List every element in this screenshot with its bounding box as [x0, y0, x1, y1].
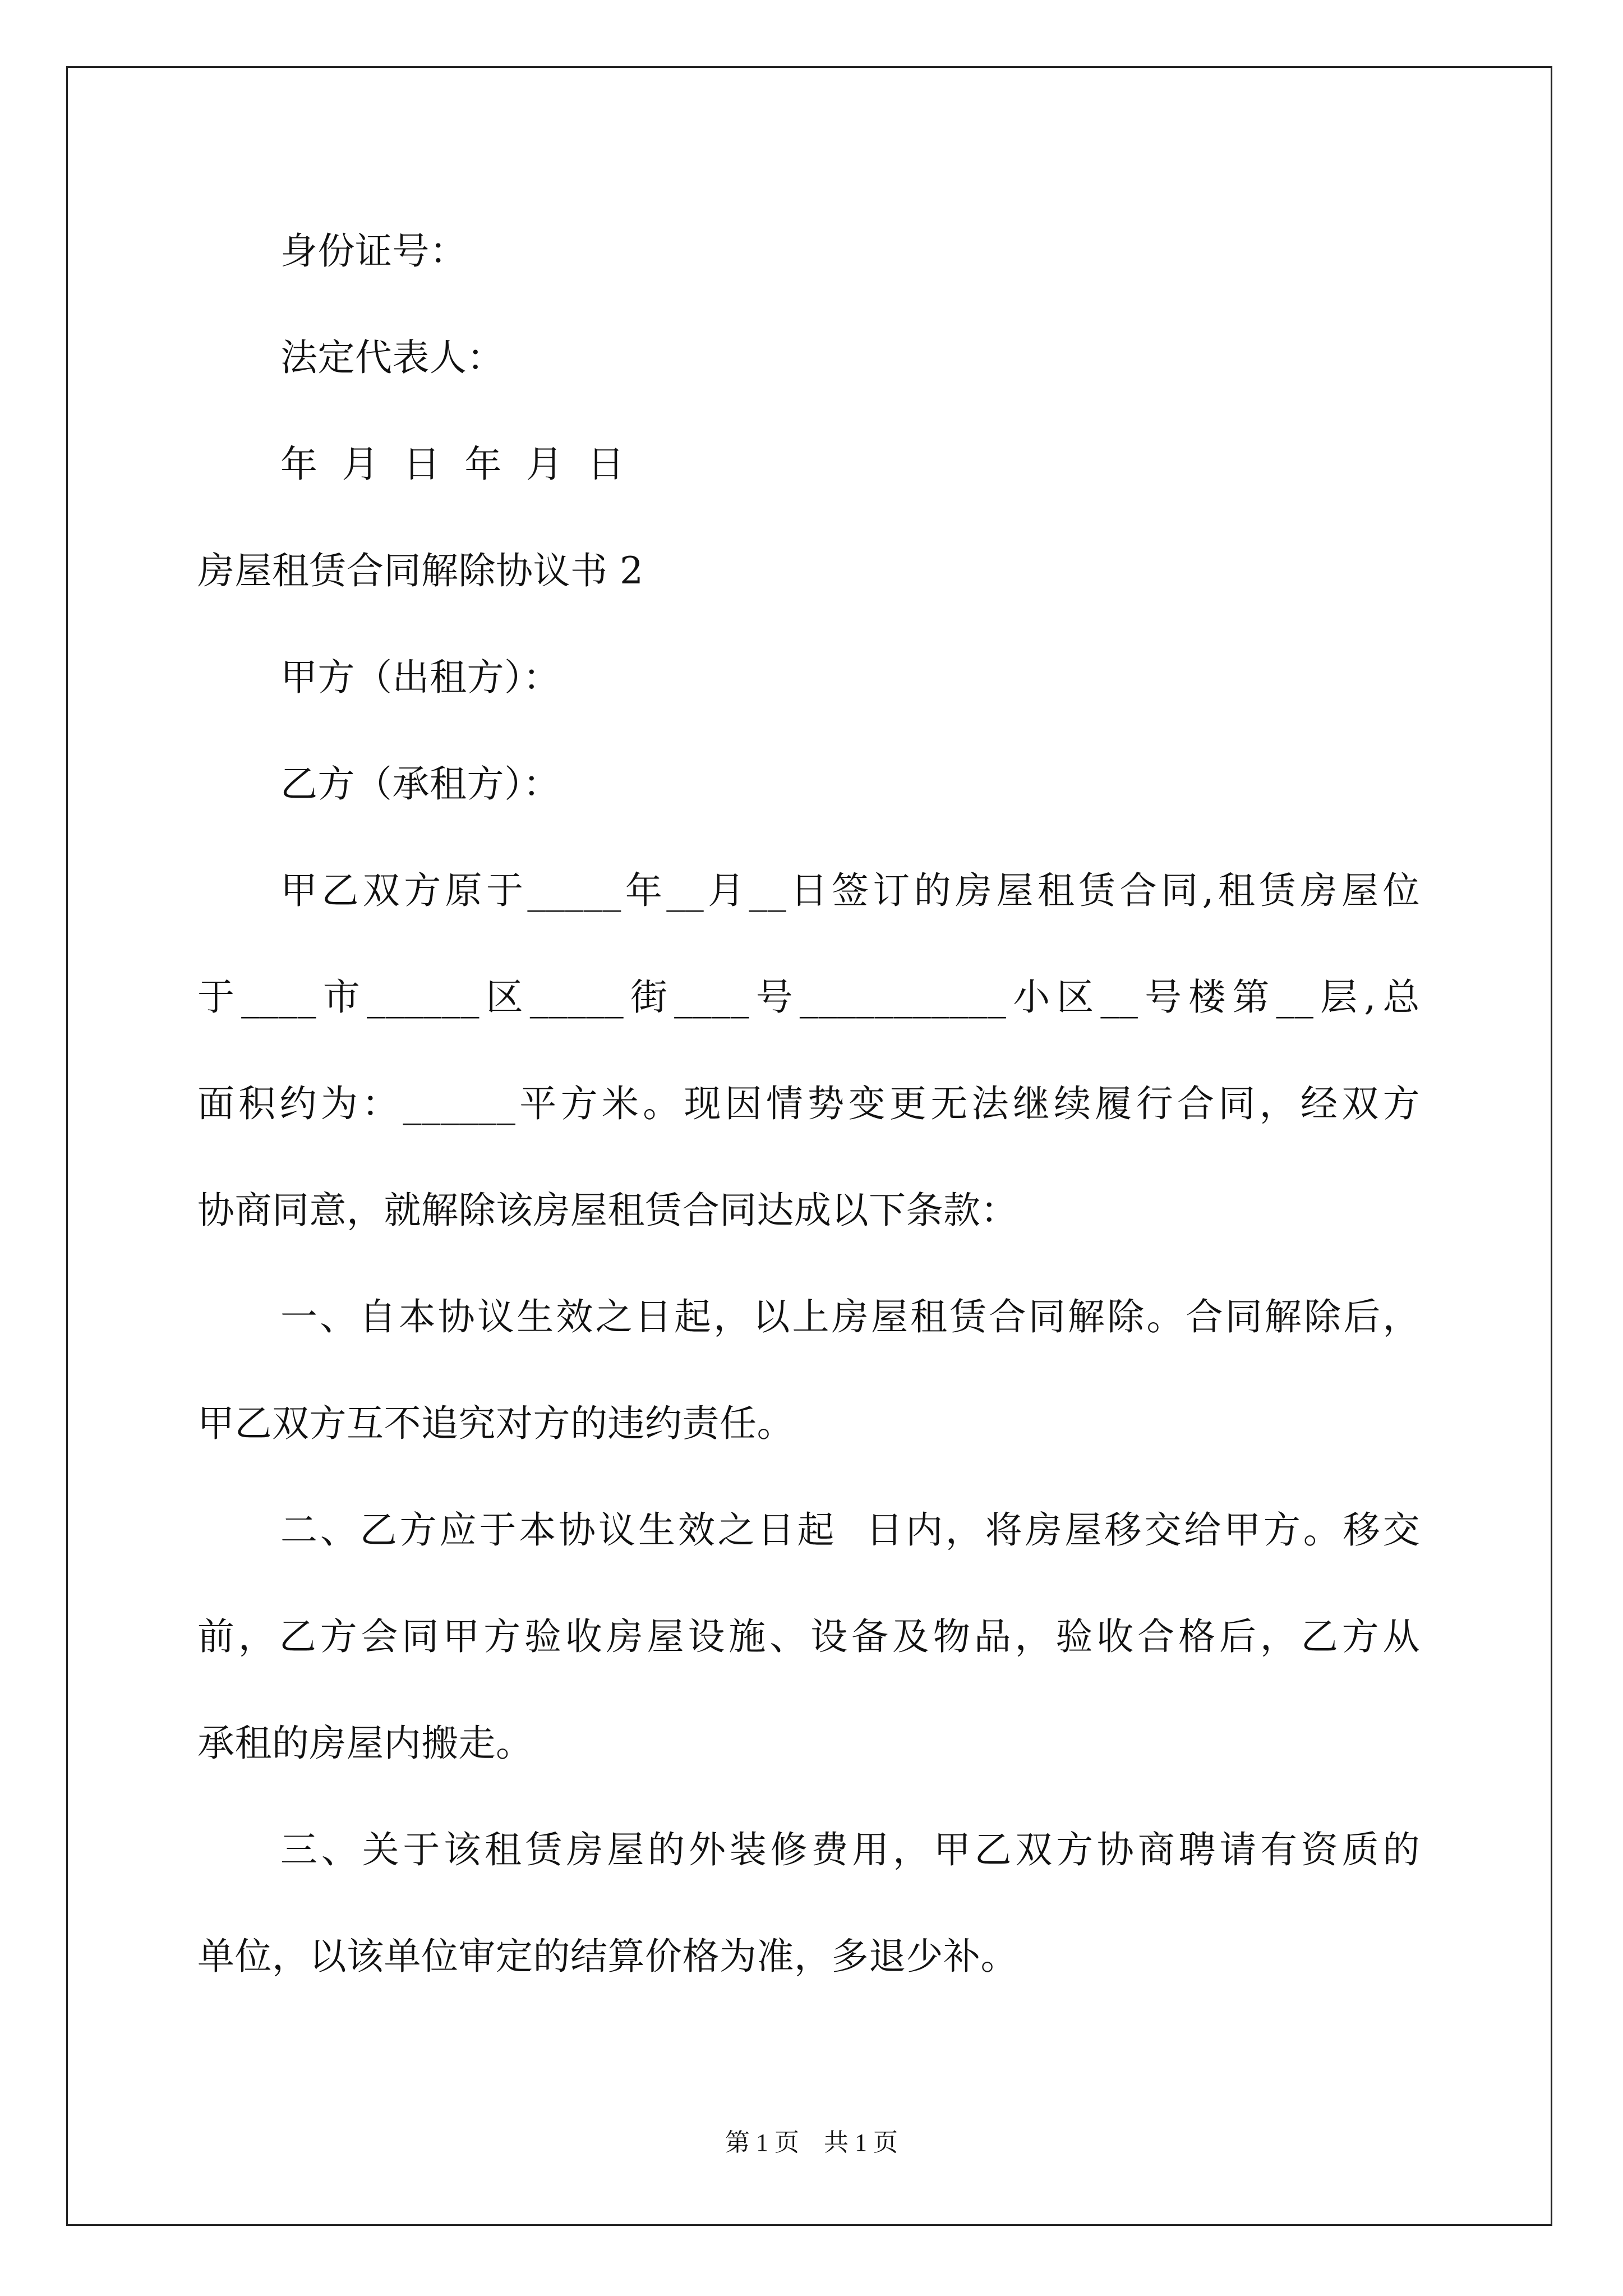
clause-3-text: 单位，以该单位审定的结算价格为准，多退少补。 — [197, 1935, 1018, 1978]
clause-2-text: 承租的房屋内搬走。 — [197, 1722, 533, 1765]
paragraph-text: 于____市______区_____街____号___________小区__号楼第__层,总 — [197, 976, 1420, 1019]
party-a-label: 甲方（出租方）： — [280, 656, 560, 699]
page-footer: 第 1 页 共 1 页 — [725, 2129, 898, 2156]
date-line: 年 月 日 年 月 日 — [280, 443, 625, 486]
clause-2-text: 前，乙方会同甲方验收房屋设施、设备及物品，验收合格后，乙方从 — [197, 1615, 1420, 1658]
clause-1-text: 甲乙双方互不追究对方的违约责任。 — [197, 1402, 794, 1445]
id-number-label: 身份证号： — [280, 229, 467, 273]
page-border — [66, 66, 1552, 2226]
paragraph-text: 协商同意，就解除该房屋租赁合同达成以下条款： — [197, 1189, 1018, 1232]
clause-2-text: 二、乙方应于本协议生效之日起 日内，将房屋移交给甲方。移交 — [280, 1508, 1420, 1552]
clause-1-text: 一、自本协议生效之日起，以上房屋租赁合同解除。合同解除后， — [280, 1295, 1420, 1338]
paragraph-text: 甲乙双方原于_____年__月__日签订的房屋租赁合同,租赁房屋位 — [280, 869, 1420, 912]
legal-representative-label: 法定代表人： — [280, 336, 504, 379]
paragraph-text: 面积约为：______平方米。现因情势变更无法继续履行合同，经双方 — [197, 1082, 1420, 1125]
document-title: 房屋租赁合同解除协议书 2 — [197, 549, 644, 592]
clause-3-text: 三、关于该租赁房屋的外装修费用，甲乙双方协商聘请有资质的 — [280, 1828, 1420, 1871]
party-b-label: 乙方（承租方）： — [280, 762, 560, 806]
